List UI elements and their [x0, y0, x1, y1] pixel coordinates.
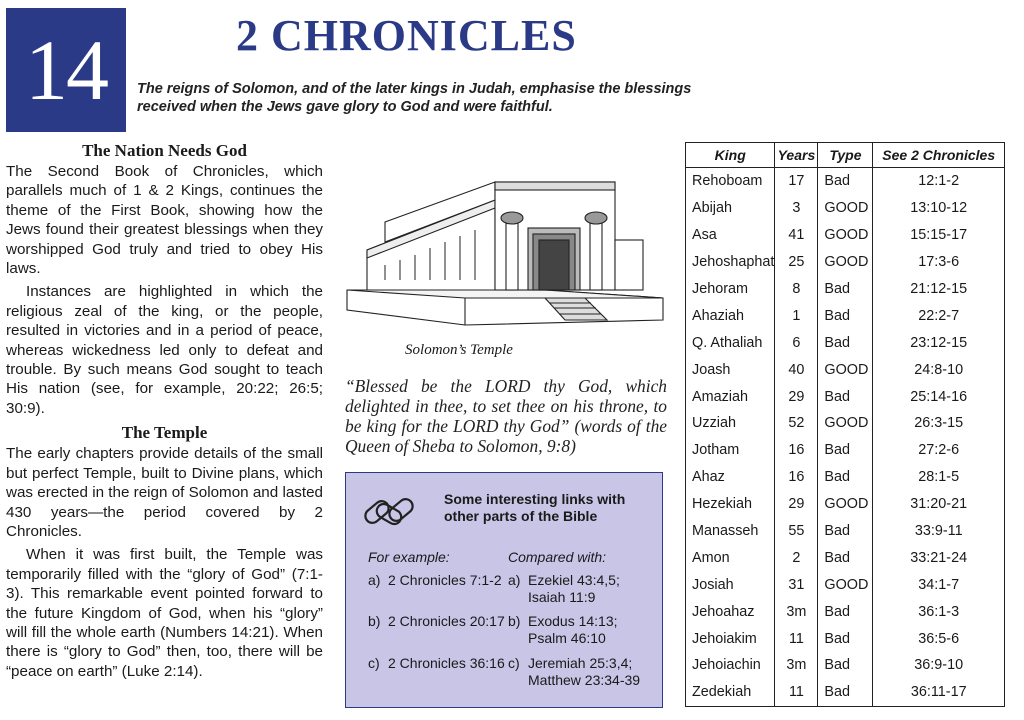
header-type: Type	[818, 143, 873, 168]
king-type: Bad	[818, 464, 873, 491]
paragraph: Instances are highlighted in which the religious zeal of the king, or the people, resulted in victories and in a period of peace, whereas wickedness led only to defeat and trouble. By such means God sought to teach His nation (see, for example, 20:22; 26:5; 30:9).	[6, 283, 323, 417]
links-box	[345, 472, 663, 708]
chronicles-reference: 31:20-21	[873, 491, 1005, 518]
reign-years: 3m	[775, 598, 818, 625]
king-type: Bad	[818, 276, 873, 303]
king-type: GOOD	[818, 222, 873, 249]
reign-years: 41	[775, 222, 818, 249]
chronicles-reference: 25:14-16	[873, 383, 1005, 410]
king-name: Hezekiah	[686, 491, 775, 518]
section-heading: The Temple	[121, 423, 208, 443]
table-row	[686, 249, 1005, 276]
link-letter: c)	[368, 655, 380, 671]
chronicles-reference: 36:9-10	[873, 652, 1005, 679]
king-type: Bad	[818, 598, 873, 625]
link-letter: a)	[368, 572, 381, 588]
king-name: Uzziah	[686, 410, 775, 437]
king-name: Josiah	[686, 571, 775, 598]
table-row	[686, 410, 1005, 437]
king-name: Amon	[686, 544, 775, 571]
chronicles-reference: 24:8-10	[873, 356, 1005, 383]
links-right-header: Compared with:	[508, 549, 607, 565]
king-name: Ahaz	[686, 464, 775, 491]
table-row	[686, 168, 1005, 195]
left-column	[6, 140, 323, 681]
king-name: Q. Athaliah	[686, 329, 775, 356]
link-letter: b)	[508, 613, 521, 629]
king-type: Bad	[818, 625, 873, 652]
table-row	[686, 652, 1005, 679]
illustration-caption: Solomon’s Temple	[405, 342, 513, 358]
chronicles-reference: 22:2-7	[873, 302, 1005, 329]
kings-table	[685, 142, 1005, 707]
king-name: Jehoiachin	[686, 652, 775, 679]
table-header-row	[686, 143, 1005, 168]
king-name: Jotham	[686, 437, 775, 464]
link-ref-c	[368, 655, 506, 672]
king-type: GOOD	[818, 356, 873, 383]
table-row	[686, 195, 1005, 222]
chronicles-reference: 36:11-17	[873, 679, 1005, 706]
king-type: GOOD	[818, 249, 873, 276]
chronicles-reference: 26:3-15	[873, 410, 1005, 437]
header-reference: See 2 Chronicles	[873, 143, 1005, 168]
king-name: Zedekiah	[686, 679, 775, 706]
link-ref-text: 2 Chronicles 7:1-2	[388, 572, 502, 588]
table-row	[686, 571, 1005, 598]
link-compare-text: Ezekiel 43:4,5; Isaiah 11:9	[528, 572, 620, 605]
table-row	[686, 544, 1005, 571]
reign-years: 6	[775, 329, 818, 356]
header-king: King	[686, 143, 775, 168]
reign-years: 8	[775, 276, 818, 303]
king-type: Bad	[818, 329, 873, 356]
link-compare-c	[508, 655, 646, 688]
chronicles-reference: 33:9-11	[873, 518, 1005, 545]
table-row	[686, 383, 1005, 410]
chain-links-icon	[358, 483, 422, 541]
link-letter: c)	[508, 655, 520, 671]
reign-years: 3	[775, 195, 818, 222]
king-name: Ahaziah	[686, 302, 775, 329]
king-type: Bad	[818, 544, 873, 571]
chronicles-reference: 34:1-7	[873, 571, 1005, 598]
page-subtitle: The reigns of Solomon, and of the later kings in Judah, emphasise the blessings received when the Jews gave glory to God and were faithful.	[137, 81, 692, 115]
reign-years: 52	[775, 410, 818, 437]
link-letter: a)	[508, 572, 521, 588]
king-type: Bad	[818, 168, 873, 195]
reign-years: 1	[775, 302, 818, 329]
table-row	[686, 491, 1005, 518]
king-type: Bad	[818, 383, 873, 410]
table-row	[686, 437, 1005, 464]
chronicles-reference: 17:3-6	[873, 249, 1005, 276]
king-type: GOOD	[818, 410, 873, 437]
header-years: Years	[775, 143, 818, 168]
paragraph: The Second Book of Chronicles, which parallels much of 1 & 2 Kings, continues the theme of the First Book, showing how the Jews found their greatest blessings when they worshipped God truly and tried to obey His laws.	[6, 163, 323, 278]
reign-years: 40	[775, 356, 818, 383]
king-type: GOOD	[818, 491, 873, 518]
reign-years: 29	[775, 383, 818, 410]
link-ref-b	[368, 613, 506, 630]
king-type: GOOD	[818, 195, 873, 222]
table-row	[686, 302, 1005, 329]
link-letter: b)	[368, 613, 381, 629]
chronicles-reference: 21:12-15	[873, 276, 1005, 303]
reign-years: 11	[775, 625, 818, 652]
chronicles-reference: 36:5-6	[873, 625, 1005, 652]
chronicles-reference: 23:12-15	[873, 329, 1005, 356]
king-type: Bad	[818, 518, 873, 545]
table-row	[686, 222, 1005, 249]
link-ref-a	[368, 572, 506, 589]
reign-years: 17	[775, 168, 818, 195]
chronicles-reference: 12:1-2	[873, 168, 1005, 195]
link-compare-text: Jeremiah 25:3,4; Matthew 23:34-39	[528, 655, 641, 688]
chronicles-reference: 13:10-12	[873, 195, 1005, 222]
section-heading: The Nation Needs God	[82, 141, 247, 160]
reign-years: 2	[775, 544, 818, 571]
king-type: Bad	[818, 652, 873, 679]
king-type: GOOD	[818, 571, 873, 598]
king-name: Manasseh	[686, 518, 775, 545]
reign-years: 25	[775, 249, 818, 276]
table-row	[686, 329, 1005, 356]
reign-years: 11	[775, 679, 818, 706]
king-type: Bad	[818, 679, 873, 706]
link-ref-text: 2 Chronicles 36:16	[388, 655, 505, 671]
chronicles-reference: 27:2-6	[873, 437, 1005, 464]
links-left-header: For example:	[368, 549, 450, 565]
table-row	[686, 356, 1005, 383]
chapter-number-badge: 14	[6, 8, 126, 132]
reign-years: 3m	[775, 652, 818, 679]
king-name: Asa	[686, 222, 775, 249]
temple-illustration	[345, 170, 665, 335]
table-row	[686, 625, 1005, 652]
link-compare-b	[508, 613, 646, 646]
reign-years: 16	[775, 437, 818, 464]
link-compare-text: Exodus 14:13; Psalm 46:10	[528, 613, 618, 646]
table-row	[686, 276, 1005, 303]
reign-years: 29	[775, 491, 818, 518]
chronicles-reference: 28:1-5	[873, 464, 1005, 491]
chronicles-reference: 15:15-17	[873, 222, 1005, 249]
chronicles-reference: 36:1-3	[873, 598, 1005, 625]
king-name: Joash	[686, 356, 775, 383]
king-name: Jehoram	[686, 276, 775, 303]
king-type: Bad	[818, 437, 873, 464]
reign-years: 55	[775, 518, 818, 545]
chronicles-reference: 33:21-24	[873, 544, 1005, 571]
links-title: Some interesting links with other parts of the Bible	[444, 491, 626, 524]
table-row	[686, 679, 1005, 706]
kings-table-body	[686, 168, 1005, 707]
paragraph: The early chapters provide details of the small but perfect Temple, built to Divine plans, which was erected in the reign of Solomon and lasted 430 years—the period covered by 2 Chronicles.	[6, 445, 323, 540]
reign-years: 31	[775, 571, 818, 598]
table-row	[686, 518, 1005, 545]
king-name: Abijah	[686, 195, 775, 222]
reign-years: 16	[775, 464, 818, 491]
king-name: Jehoiakim	[686, 625, 775, 652]
king-name: Jehoshaphat	[686, 249, 775, 276]
king-name: Rehoboam	[686, 168, 775, 195]
king-name: Amaziah	[686, 383, 775, 410]
scripture-quote: “Blessed be the LORD thy God, which delighted in thee, to set thee on his throne, to be king for the LORD thy God” (words of the Queen of Sheba to Solomon, 9:8)	[345, 376, 667, 456]
page-title: 2 CHRONICLES	[236, 11, 577, 60]
king-type: Bad	[818, 302, 873, 329]
table-row	[686, 598, 1005, 625]
paragraph: When it was first built, the Temple was temporarily filled with the “glory of God” (7:1-3). This remarkable event pointed forward to the future Kingdom of God, when his “glory” will fill the whole earth (Numbers 14:21). When there is “glory to God” then, too, there will be “peace on earth” (Luke 2:14).	[6, 546, 323, 680]
link-ref-text: 2 Chronicles 20:17	[388, 613, 505, 629]
link-compare-a	[508, 572, 646, 605]
table-row	[686, 464, 1005, 491]
king-name: Jehoahaz	[686, 598, 775, 625]
